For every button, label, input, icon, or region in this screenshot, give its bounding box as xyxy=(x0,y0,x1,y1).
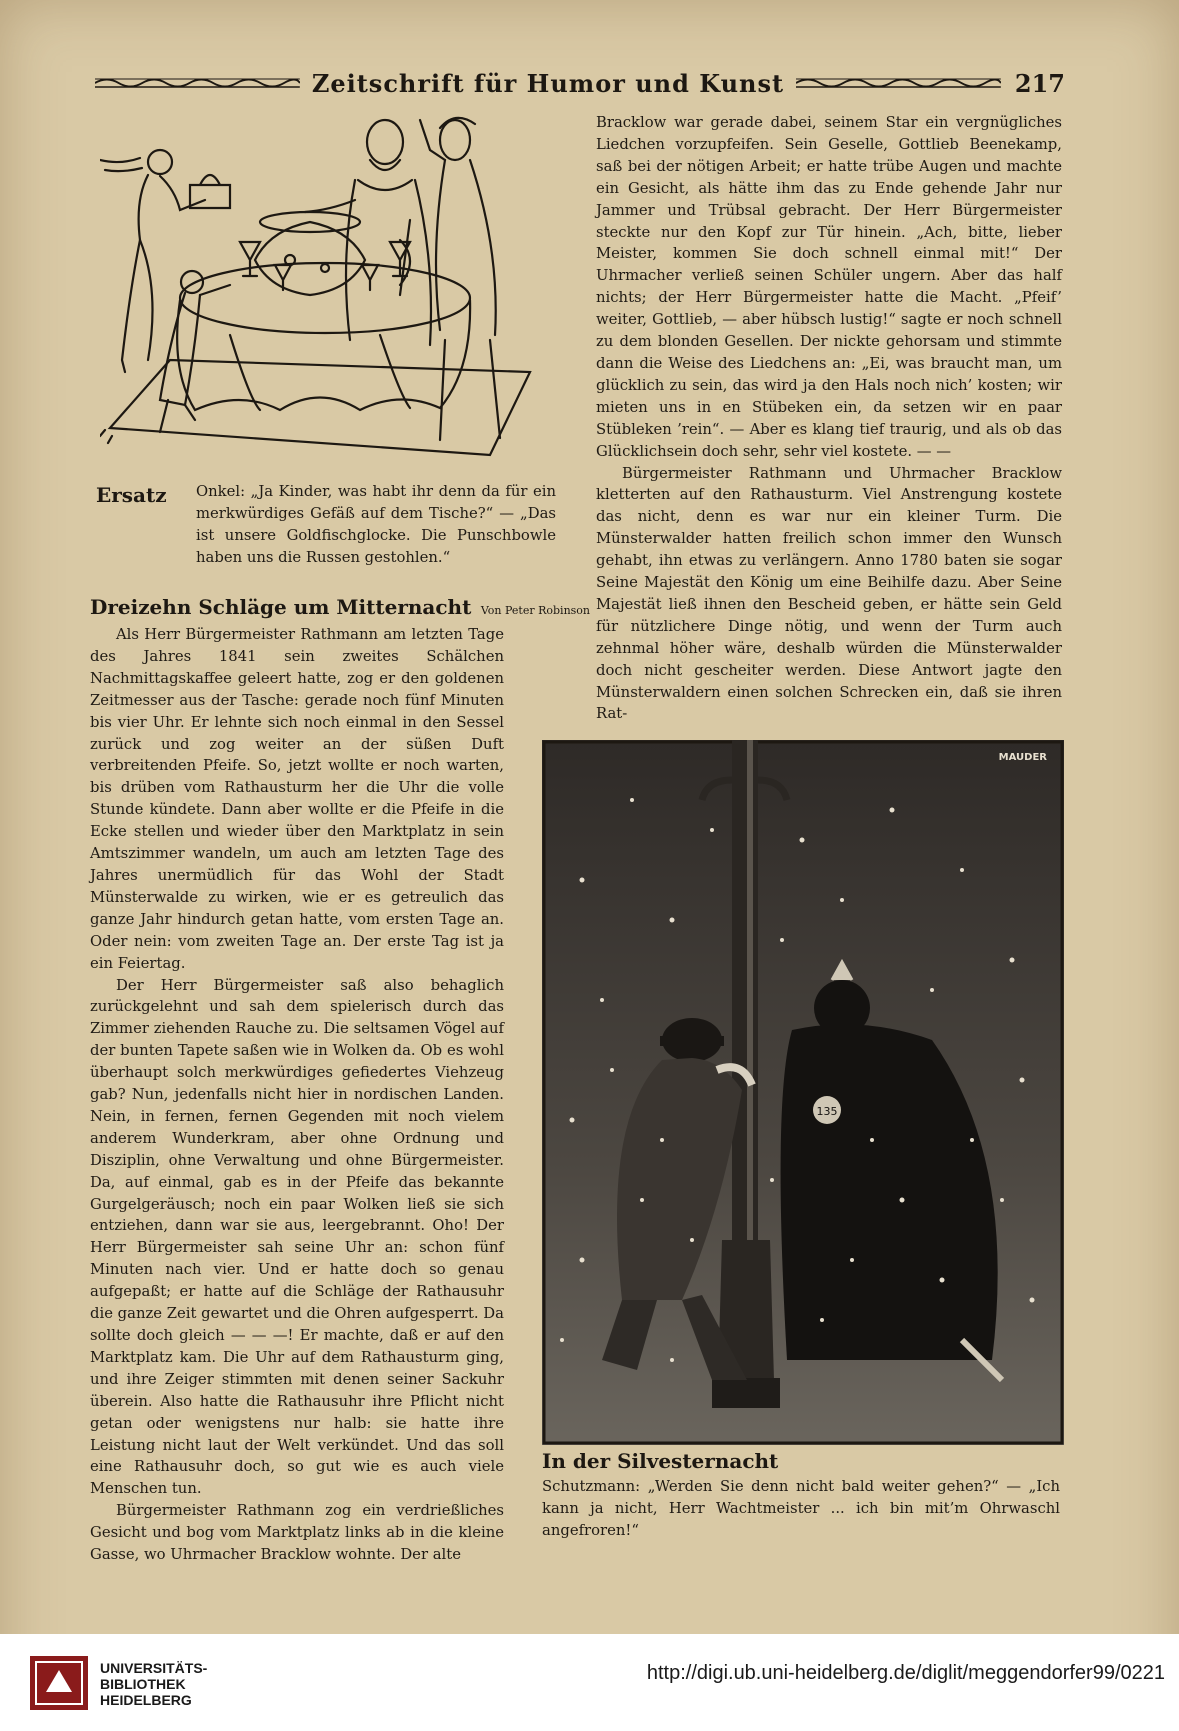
university-seal-icon xyxy=(26,1652,92,1714)
source-url[interactable]: http://digi.ub.uni-heidelberg.de/diglit/meggendorfer99/0221 xyxy=(646,1662,1165,1684)
badge-number: 135 xyxy=(816,1105,838,1118)
right-column xyxy=(596,112,1062,725)
left-column xyxy=(90,624,504,1566)
right-paragraph: Bracklow war gerade dabei, seinem Star ein vergnügliches Liedchen vorzupfeifen. Sein Geselle, Gottlieb Beenekamp, saß bei der nötigen Arbeit; er hatte trübe Augen und machte ein Gesicht, als hätte ihm das zu Ende gehende Jahr nur Jammer und Trübsal gebracht. Der Herr Bürgermeister steckte nur den Kopf zur Tür hinein. „Ach, bitte, lieber Meister, kommen Sie doch schnell einmal mit!“ Der Uhrmacher verließ seinen Schüler ungern. Aber das half nichts; der Herr Bürgermeister hatte die Macht. „Pfeif’ weiter, Gottlieb, — aber hübsch lustig!“ sagte er noch schnell zu dem blonden Gesellen. Der nickte gehorsam und stimmte dann die Weise des Liedchens an: „Ei, was braucht man, um glücklich zu sein, das wird ja den Hals noch nich’ kosten; wir mieten uns in en Stübeken ein, da setzen wir en paar Stübleken ’rein“. — Aber es klang tief traurig, und als ob das Glücklichsein doch sehr, sehr viel kostete. — — xyxy=(596,114,1062,460)
library-name-line: HEIDELBERG xyxy=(100,1692,192,1708)
library-name xyxy=(100,1660,207,1708)
journal-title: Zeitschrift für Humor und Kunst xyxy=(311,68,785,98)
caption-label-ersatz: Ersatz xyxy=(96,483,167,507)
header-ornament-right xyxy=(796,74,1001,92)
caption-text-ersatz: Onkel: „Ja Kinder, was habt ihr denn da für ein merkwürdiges Gefäß auf dem Tische?“ — „Das ist unsere Goldfischglocke. Die Punschbowle haben uns die Russen gestohlen.“ xyxy=(196,483,556,566)
page-number: 217 xyxy=(1014,68,1065,98)
left-paragraph: Der Herr Bürgermeister saß also behaglich zurückgelehnt und sah dem spielerisch durch das Zimmer ziehenden Rauche zu. Die seltsamen Vögel auf der bunten Tapete saßen wie in Wolken da. Ob es wohl überhaupt solch merkwürdiges gefiedertes Viehzeug gab? Nun, jedenfalls nicht hier in nordischen Landen. Nein, in fernen, fernen Gegenden mit noch vielem anderem Wunderkram, aber ohne Ordnung und Disziplin, ohne Verwaltung und ohne Bürgermeister. Da, auf einmal, gab es in der Pfeife das bekannte Gurgelgeräusch; noch ein paar Wolken ließ sie sich entziehen, dann war sie aus, leergebrannt. Oho! Der Herr Bürgermeister sah seine Uhr an: schon fünf Minuten nach vier. Und er hatte doch so genau aufgepaßt; er hatte auf die Schläge der Rathausuhr die ganze Zeit gewartet und die Ohren aufgesperrt. Da sollte doch gleich — — —! Er machte, daß er auf den Marktplatz kam. Die Uhr auf dem Rathausturm ging, und ihre Zeiger stimmten mit denen seiner Sackuhr überein. Also hatte die Rathausuhr ihre Pflicht nicht getan oder wenigstens nur halb: sie hatte ihre Leistung nicht laut der Welt verkündet. Und das soll eine Rathausuhr doch, so gut wie es auch viele Menschen tun. xyxy=(90,976,504,1498)
illustration-caption: Schutzmann: „Werden Sie denn nicht bald weiter gehen?“ — „Ich kann ja nicht, Herr Wachtmeister ... ich bin mit’m Ohrwaschl angefroren!“ xyxy=(542,1478,1060,1539)
illustration-title: In der Silvesternacht xyxy=(542,1449,779,1473)
left-paragraph: Als Herr Bürgermeister Rathmann am letzten Tage des Jahres 1841 sein zweites Schälchen Nachmittagskaffee geleert hatte, zog er den goldenen Zeitmesser aus der Tasche: gerade noch fünf Minuten bis vier Uhr. Er lehnte sich noch einmal in den Sessel zurück und zog weiter an der süßen Duft verbreitenden Pfeife. So, jetzt wollte er noch warten, bis drüben vom Rathausturm her die Uhr die volle Stunde kündete. Dann aber wollte er die Pfeife in die Ecke stellen und wieder über den Marktplatz in sein Amtszimmer wandeln, um auch am letzten Tage des Jahres unermüdlich für das Wohl der Stadt Münsterwalde zu wirken, wie er es getreulich das ganze Jahr hindurch getan hatte, vom ersten Tage an. Oder nein: vom zweiten Tage an. Der erste Tag ist ja ein Feiertag. xyxy=(90,626,504,972)
illustration-punch-bowl xyxy=(100,110,540,460)
library-name-line: BIBLIOTHEK xyxy=(100,1676,186,1692)
artist-signature: MAUDER xyxy=(998,752,1047,763)
illustration-new-years-eve xyxy=(542,740,1064,1445)
page-header xyxy=(95,66,1065,100)
article-title: Dreizehn Schläge um Mitternacht xyxy=(90,595,472,619)
article-author: Von Peter Robinson xyxy=(480,604,590,617)
right-paragraph: Bürgermeister Rathmann und Uhrmacher Bracklow kletterten auf den Rathausturm. Viel Anstrengung kostete das nicht, denn es war nur ein kleiner Turm. Die Münsterwalder hatten freilich schon immer den Wunsch gehabt, ihn etwas zu verlängern. Anno 1780 baten sie sogar Seine Majestät den König um eine Beihilfe dazu. Aber Seine Majestät ließ ihnen den Bescheid geben, er hätte sein Geld für nützlichere Dinge nötig, und wenn der Turm auch zehnmal höher wäre, deshalb würden die Münsterwalder doch nicht gescheiter werden. Diese Antwort jagte den Münsterwaldern einen solchen Schrecken ein, daß sie ihren Rat- xyxy=(596,464,1062,723)
article-title-row xyxy=(90,595,590,619)
library-name-line: UNIVERSITÄTS- xyxy=(100,1660,208,1676)
header-ornament-left xyxy=(95,74,300,92)
left-paragraph: Bürgermeister Rathmann zog ein verdrießliches Gesicht und bog vom Marktplatz links ab in die kleine Gasse, wo Uhrmacher Bracklow wohnte. Der alte xyxy=(90,1502,504,1564)
